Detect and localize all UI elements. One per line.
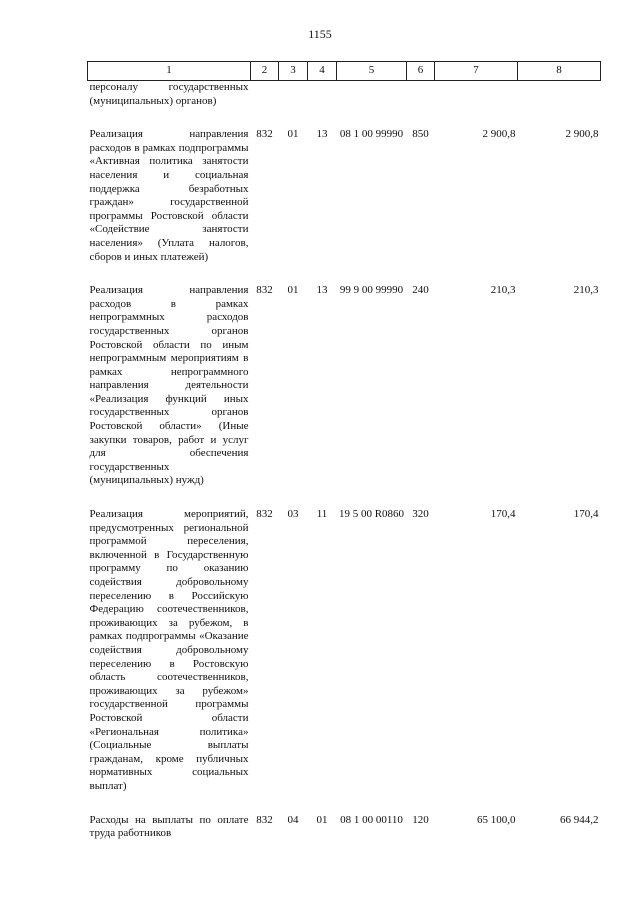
column-header-8: 8 bbox=[518, 62, 601, 81]
row-section bbox=[279, 81, 308, 109]
row-amount-year-2: 210,3 bbox=[573, 284, 599, 297]
row-amount-year-2: 170,4 bbox=[573, 508, 599, 521]
row-target-article bbox=[337, 81, 407, 109]
column-header-4: 4 bbox=[308, 62, 337, 81]
table-header-row bbox=[88, 62, 601, 81]
row-amount-year-2 bbox=[518, 81, 601, 109]
row-subsection: 13 bbox=[316, 284, 328, 297]
row-amount-year-2: 66 944,2 bbox=[560, 813, 599, 826]
column-header-6: 6 bbox=[407, 62, 435, 81]
row-target-article: 19 5 00 R0860 bbox=[338, 508, 405, 521]
row-description: Реализация направления расходов в рамках подпрограммы «Активная политика занятости населения и социальная поддержка безработных граждан» государственной программы Ростовской области «Содействие занятости населения» (Уплата налогов, сборов и иных платежей) bbox=[89, 128, 249, 263]
row-ministry-code: 832 bbox=[256, 128, 273, 141]
row-description: персоналу государственных (муниципальных) органов) bbox=[89, 81, 249, 107]
row-subsection: 13 bbox=[316, 128, 328, 141]
column-header-5: 5 bbox=[337, 62, 407, 81]
table-row bbox=[88, 81, 601, 109]
row-section: 04 bbox=[287, 813, 299, 826]
table-row bbox=[88, 814, 601, 841]
row-amount-year-2: 2 900,8 bbox=[565, 128, 599, 141]
row-subsection bbox=[308, 81, 337, 109]
row-amount-year-1: 2 900,8 bbox=[482, 128, 516, 141]
budget-table bbox=[87, 61, 601, 841]
row-ministry-code: 832 bbox=[256, 813, 273, 826]
row-target-article: 08 1 00 00110 bbox=[340, 813, 403, 826]
row-expense-type: 120 bbox=[412, 813, 429, 826]
table-row bbox=[88, 508, 601, 793]
column-header-1: 1 bbox=[88, 62, 251, 81]
row-description: Расходы на выплаты по оплате труда работников bbox=[89, 813, 249, 840]
row-amount-year-1: 65 100,0 bbox=[477, 813, 516, 826]
row-section: 03 bbox=[287, 508, 299, 521]
row-amount-year-1: 170,4 bbox=[490, 508, 516, 521]
row-ministry-code bbox=[251, 81, 279, 109]
row-description: Реализация направления расходов в рамках непрограммных расходов государственных органов Ростовской области по иным непрограммным мероприятиям в рамках непрограммного направления деятельности «Реализация функций иных государственных органов Ростовской области» (Иные закупки товаров, работ и услуг для обеспечения государственных (муниципальных) нужд) bbox=[89, 284, 249, 487]
row-ministry-code: 832 bbox=[256, 284, 273, 297]
row-subsection: 01 bbox=[316, 813, 328, 826]
row-section: 01 bbox=[287, 128, 299, 141]
row-subsection: 11 bbox=[316, 508, 328, 521]
row-expense-type: 240 bbox=[412, 284, 429, 297]
page-number: 1155 bbox=[308, 27, 332, 41]
row-expense-type: 850 bbox=[412, 128, 429, 141]
table-row bbox=[88, 284, 601, 488]
row-amount-year-1: 210,3 bbox=[490, 284, 516, 297]
row-expense-type: 320 bbox=[412, 508, 429, 521]
row-amount-year-1 bbox=[435, 81, 518, 109]
column-header-2: 2 bbox=[251, 62, 279, 81]
column-header-3: 3 bbox=[279, 62, 308, 81]
row-description: Реализация мероприятий, предусмотренных региональной программой переселения, включенной в Государственную программу по оказанию содействия добровольному переселению в Российскую Федерацию соотечественников, проживающих за рубежом, в рамках подпрограммы «Оказание содействия добровольному переселению в Ростовскую область соотечественников, проживающих за рубежом» государственной программы Ростовской области «Региональная политика» (Социальные выплаты гражданам, кроме публичных нормативных социальных выплат) bbox=[89, 508, 249, 792]
row-target-article: 08 1 00 99990 bbox=[339, 128, 404, 141]
column-header-7: 7 bbox=[435, 62, 518, 81]
row-expense-type bbox=[407, 81, 435, 109]
table-row bbox=[88, 128, 601, 264]
row-ministry-code: 832 bbox=[256, 508, 273, 521]
row-section: 01 bbox=[287, 284, 299, 297]
row-target-article: 99 9 00 99990 bbox=[339, 284, 404, 297]
